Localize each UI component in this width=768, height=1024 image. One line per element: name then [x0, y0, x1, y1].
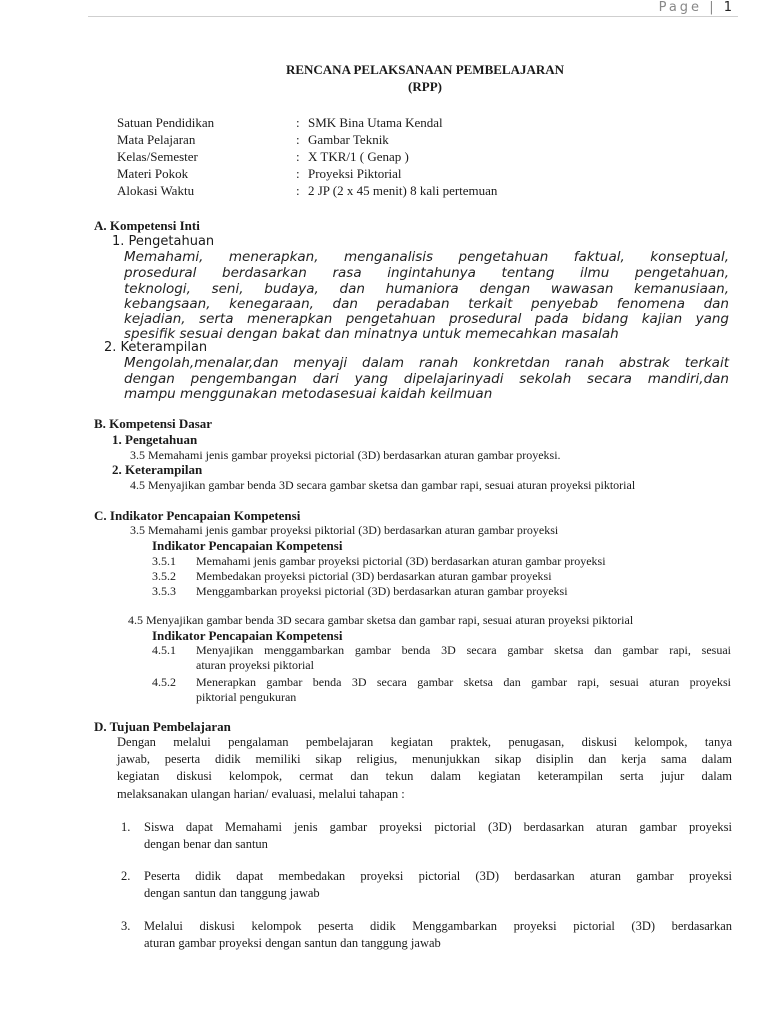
section-c-kd1: 3.5 Memahami jenis gambar proyeksi piktorial (3D) berdasarkan aturan gambar proyeksi: [130, 523, 559, 537]
section-a-sub1-line: kejadian, serta menerapkan pengetahuan prosedural pada bidang kajian yang: [124, 311, 729, 327]
objective-num: 2.: [121, 869, 131, 883]
page-label: Page: [658, 0, 703, 15]
identity-label: Satuan Pendidikan: [117, 115, 215, 130]
objective-num: 1.: [121, 820, 131, 834]
identity-value: SMK Bina Utama Kendal: [308, 115, 443, 130]
section-c-heading: C. Indikator Pencapaian Kompetensi: [94, 508, 301, 523]
indicator-num: 3.5.3: [152, 584, 176, 598]
indicator-text-cont: piktorial pengukuran: [196, 690, 297, 704]
objective-text: Siswa dapat Memahami jenis gambar proyeksi pictorial (3D) berdasarkan aturan gambar proyeksi: [144, 820, 732, 834]
indicator-num: 3.5.2: [152, 569, 176, 583]
doc-title: RENCANA PELAKSANAAN PEMBELAJARAN: [285, 62, 565, 77]
indicator-text-cont: aturan proyeksi piktorial: [196, 658, 314, 672]
indicator-text: Menyajikan menggambarkan gambar benda 3D secara gambar sketsa dan gambar rapi, sesuai: [196, 643, 731, 657]
indicator-text: Membedakan proyeksi pictorial (3D) berdasarkan aturan gambar proyeksi: [196, 569, 552, 583]
section-c-ind-heading: Indikator Pencapaian Kompetensi: [152, 538, 343, 553]
indicator-num: 3.5.1: [152, 554, 176, 568]
indicator-num: 4.5.1: [152, 643, 176, 657]
section-a-sub1-label: 1. Pengetahuan: [112, 234, 215, 249]
identity-label: Mata Pelajaran: [117, 132, 196, 147]
section-d-intro-line: Dengan melalui pengalaman pembelajaran kegiatan praktek, penugasan, diskusi kelompok, tanya: [117, 735, 732, 749]
indicator-text: Memahami jenis gambar proyeksi pictorial (3D) berdasarkan aturan gambar proyeksi: [196, 554, 606, 568]
section-a-sub1-line: teknologi, seni, budaya, dan humaniora dengan wawasan kemanusiaan,: [124, 281, 729, 297]
indicator-text: Menggambarkan proyeksi pictorial (3D) berdasarkan aturan gambar proyeksi: [196, 584, 568, 598]
identity-colon: :: [296, 132, 300, 147]
identity-colon: :: [296, 149, 300, 164]
section-d-intro-line: kegiatan diskusi kelompok, cermat dan tekun dalam kegiatan keterampilan serta jujur dalam: [117, 769, 732, 783]
indicator-num: 4.5.2: [152, 675, 176, 689]
section-b-sub2-text: 4.5 Menyajikan gambar benda 3D secara gambar sketsa dan gambar rapi, sesuai aturan proyeksi piktorial: [130, 478, 636, 492]
identity-value: Proyeksi Piktorial: [308, 166, 402, 181]
section-a-sub1-line: Memahami, menerapkan, menganalisis pengetahuan faktual, konseptual,: [124, 249, 729, 265]
section-a-heading: A. Kompetensi Inti: [94, 218, 200, 233]
identity-colon: :: [296, 183, 300, 198]
section-d-heading: D. Tujuan Pembelajaran: [94, 719, 231, 734]
identity-label: Kelas/Semester: [117, 149, 198, 164]
section-a-sub2-line: mampu menggunakan metodasesuai kaidah keilmuan: [124, 386, 493, 402]
section-b-sub1: 1. Pengetahuan: [112, 432, 198, 447]
page-header: [88, 0, 738, 17]
objective-text: Peserta didik dapat membedakan proyeksi pictorial (3D) berdasarkan aturan gambar proyeksi: [144, 869, 732, 883]
objective-text-cont: aturan gambar proyeksi dengan santun dan tanggung jawab: [144, 936, 441, 950]
identity-label: Alokasi Waktu: [117, 183, 195, 198]
section-a-sub2-line: Mengolah,menalar,dan menyaji dalam ranah konkretdan ranah abstrak terkait: [124, 355, 729, 371]
section-a-sub1-line: kebangsaan, kenegaraan, dan peradaban terkait penyebab fenomena dan: [124, 296, 729, 312]
page-number: Page | 1: [658, 0, 732, 15]
section-d-intro-line: melaksanakan ulangan harian/ evaluasi, melalui tahapan :: [117, 787, 405, 801]
objective-text: Melalui diskusi kelompok peserta didik Menggambarkan proyeksi pictorial (3D) berdasarkan: [144, 919, 732, 933]
section-c-kd2: 4.5 Menyajikan gambar benda 3D secara gambar sketsa dan gambar rapi, sesuai aturan proyeksi piktorial: [128, 613, 634, 627]
identity-colon: :: [296, 166, 300, 181]
section-a-sub1-line: prosedural berdasarkan rasa ingintahunya tentang ilmu pengetahuan,: [124, 265, 729, 281]
identity-value: X TKR/1 ( Genap ): [308, 149, 409, 164]
section-c-ind-heading-2: Indikator Pencapaian Kompetensi: [152, 628, 343, 643]
section-a-sub2-line: dengan pengembangan dari yang dipelajarinyadi sekolah secara mandiri,dan: [124, 371, 729, 387]
identity-value: 2 JP (2 x 45 menit) 8 kali pertemuan: [308, 183, 498, 198]
section-d-intro-line: jawab, peserta didik memiliki sikap religius, menunjukkan sikap disiplin dan kerja sama dalam: [117, 752, 732, 766]
indicator-text: Menerapkan gambar benda 3D secara gambar sketsa dan gambar rapi, sesuai aturan proyeksi: [196, 675, 731, 689]
objective-text-cont: dengan benar dan santun: [144, 837, 268, 851]
identity-value: Gambar Teknik: [308, 132, 389, 147]
doc-subtitle: (RPP): [408, 79, 442, 94]
identity-colon: :: [296, 115, 300, 130]
section-a-sub1-line: spesifik sesuai dengan bakat dan minatnya untuk memecahkan masalah: [124, 326, 619, 342]
section-b-sub2: 2. Keterampilan: [112, 462, 203, 477]
section-b-sub1-text: 3.5 Memahami jenis gambar proyeksi pictorial (3D) berdasarkan aturan gambar proyeksi.: [130, 448, 561, 462]
section-b-heading: B. Kompetensi Dasar: [94, 416, 213, 431]
identity-label: Materi Pokok: [117, 166, 189, 181]
objective-text-cont: dengan santun dan tanggung jawab: [144, 886, 320, 900]
objective-num: 3.: [121, 919, 131, 933]
section-a-sub2-label: 2. Keterampilan: [104, 340, 208, 355]
page-number-value: 1: [723, 0, 732, 15]
